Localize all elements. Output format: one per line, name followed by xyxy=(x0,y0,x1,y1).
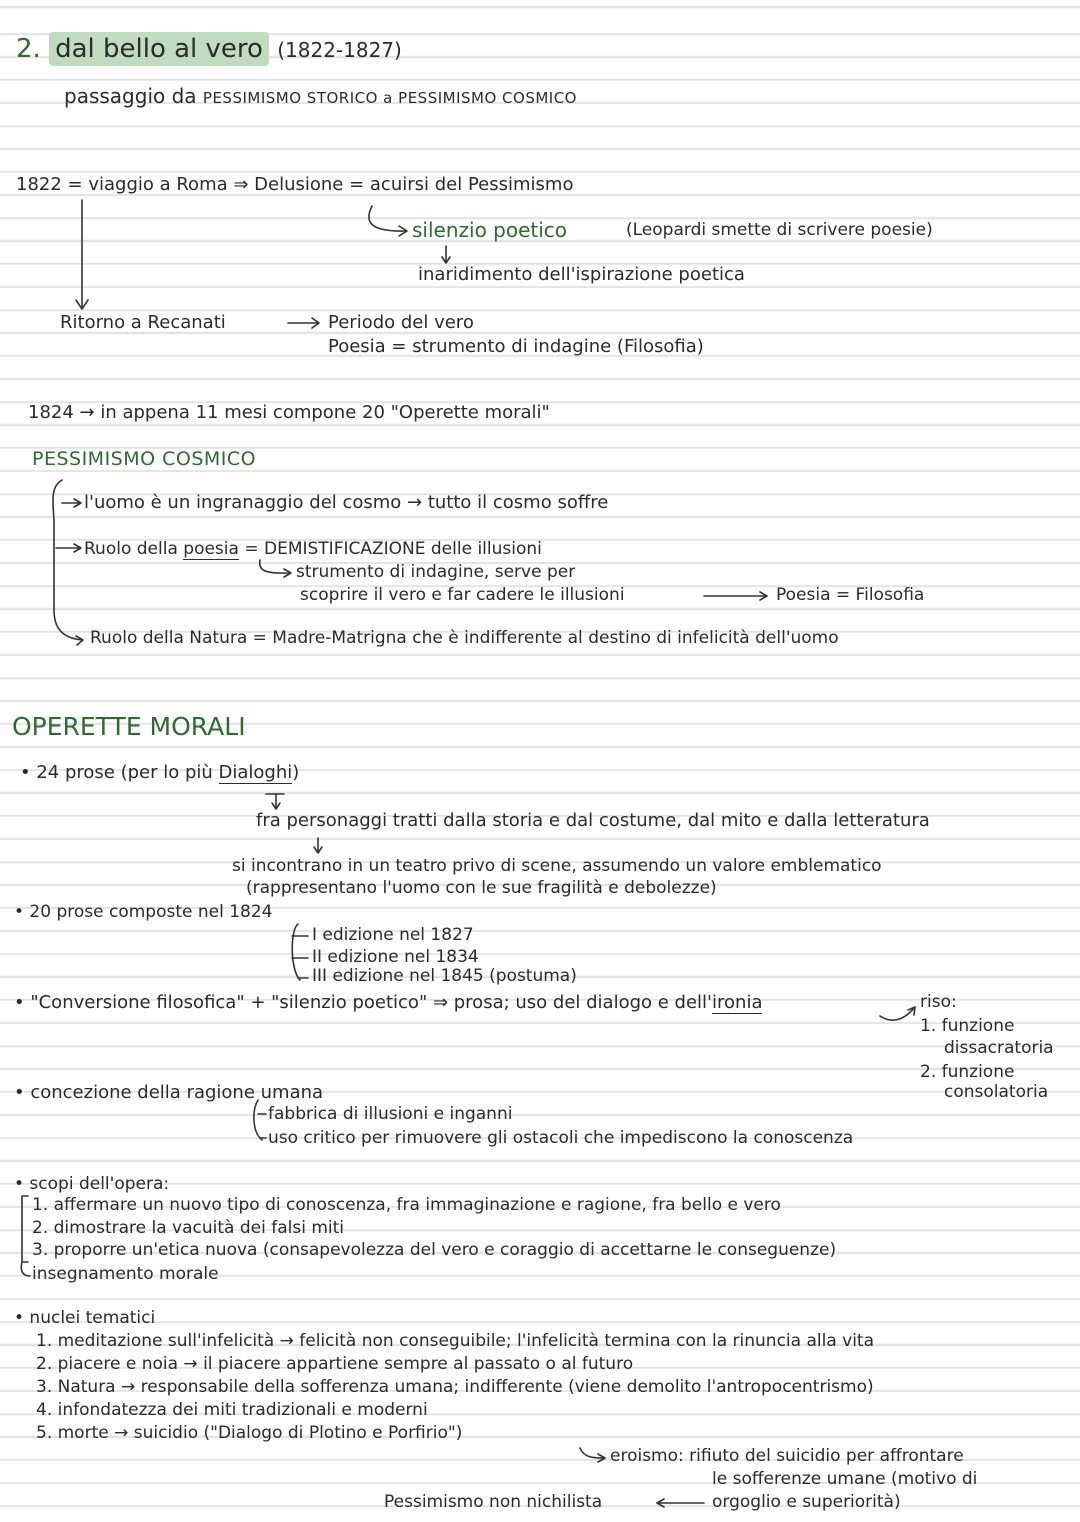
nucleo-1: 1. meditazione sull'infelicità → felicità non conseguibile; l'infelicità termina con la rinuncia alla vita xyxy=(36,1331,875,1351)
subtitle-prefix: passaggio da xyxy=(64,84,197,108)
arrow-poesia-hook xyxy=(260,560,290,573)
inaridimento: inaridimento dell'ispirazione poetica xyxy=(418,264,745,285)
nucleo-4: 4. infondatezza dei miti tradizionali e moderni xyxy=(36,1400,428,1420)
ragione-bracket xyxy=(254,1100,262,1140)
eroismo-1: eroismo: rifiuto del suicidio per affrontare xyxy=(610,1446,964,1466)
scopo-3: 3. proporre un'etica nuova (consapevolezza del vero e coraggio di accettarne le conseguenze) xyxy=(32,1240,837,1260)
prose-c: ) xyxy=(292,762,300,783)
ruolo-poesia-b: poesia xyxy=(183,539,239,559)
fabbrica-illusioni: fabbrica di illusioni e inganni xyxy=(268,1104,513,1124)
poesia-strumento: Poesia = strumento di indagine (Filosofia) xyxy=(328,336,704,357)
periodo-vero: Periodo del vero xyxy=(328,312,474,333)
scopi-opera: • scopi dell'opera: xyxy=(14,1174,170,1194)
incontrano: si incontrano in un teatro privo di scene, assumendo un valore emblematico xyxy=(232,856,882,876)
scopo-2: 2. dimostrare la vacuità dei falsi miti xyxy=(32,1218,345,1238)
prose-a: • 24 prose (per lo più xyxy=(20,762,213,783)
concezione-ragione: • concezione della ragione umana xyxy=(14,1082,324,1103)
funzione-2b: consolatoria xyxy=(944,1082,1049,1102)
ritorno-recanati: Ritorno a Recanati xyxy=(60,312,226,333)
edizione-1: I edizione nel 1827 xyxy=(312,925,474,945)
rappresentano: (rappresentano l'uomo con le sue fragilità e debolezze) xyxy=(246,878,717,898)
conversione-a: • "Conversione filosofica" + "silenzio poetico" ⇒ prosa; uso del dialogo e dell' xyxy=(14,992,713,1013)
funzione-1b: dissacratoria xyxy=(944,1038,1054,1058)
scopo-1: 1. affermare un nuovo tipo di conoscenza, fra immaginazione e ragione, fra bello e vero xyxy=(32,1195,781,1215)
pessimismo-non-nichilista: Pessimismo non nichilista xyxy=(384,1492,603,1512)
ruolo-poesia-a: Ruolo della xyxy=(84,539,178,559)
prose-b: Dialoghi xyxy=(218,762,293,783)
riso: riso: xyxy=(920,992,957,1012)
personaggi: fra personaggi tratti dalla storia e dal costume, dal mito e dalla letteratura xyxy=(256,810,930,831)
silenzio-poetico: silenzio poetico xyxy=(412,218,568,242)
uomo-ingranaggio: l'uomo è un ingranaggio del cosmo → tutto il cosmo soffre xyxy=(84,492,609,513)
ruolo-poesia-c: = DEMISTIFICAZIONE delle illusioni xyxy=(244,539,542,559)
arrow-dialoghi-down xyxy=(266,794,284,808)
edition-bracket xyxy=(292,924,300,980)
ruolo-natura: Ruolo della Natura = Madre-Matrigna che è indifferente al destino di infelicità dell'uomo xyxy=(90,628,839,648)
subtitle-caps: PESSIMISMO STORICO a PESSIMISMO COSMICO xyxy=(202,89,577,107)
section-title-text: dal bello al vero xyxy=(49,32,269,66)
strumento-indagine: strumento di indagine, serve per xyxy=(296,562,576,582)
section-years: (1822-1827) xyxy=(277,38,402,62)
funzione-1a: 1. funzione xyxy=(920,1016,1015,1036)
pessimismo-heading: PESSIMISMO COSMICO xyxy=(32,448,257,470)
poesia-filosofia: Poesia = Filosofia xyxy=(776,585,925,605)
venti-prose: • 20 prose composte nel 1824 xyxy=(14,902,273,922)
conversione-b: ironia xyxy=(712,992,763,1013)
scopi-bracket xyxy=(21,1196,30,1276)
nuclei-tematici: • nuclei tematici xyxy=(14,1308,156,1328)
edizione-2: II edizione nel 1834 xyxy=(312,947,479,967)
nucleo-2: 2. piacere e noia → il piacere appartiene sempre al passato o al futuro xyxy=(36,1354,634,1374)
arrow-suicidio-eroismo xyxy=(580,1448,604,1458)
scoprire-vero: scoprire il vero e far cadere le illusioni xyxy=(300,585,625,605)
insegnamento-morale: insegnamento morale xyxy=(32,1264,219,1284)
eroismo-2: le sofferenze umane (motivo di xyxy=(712,1469,978,1489)
nucleo-5: 5. morte → suicidio ("Dialogo di Plotino e Porfirio") xyxy=(36,1423,463,1443)
line-1824: 1824 → in appena 11 mesi compone 20 "Operette morali" xyxy=(28,402,550,423)
funzione-2a: 2. funzione xyxy=(920,1062,1015,1082)
edizione-3: III edizione nel 1845 (postuma) xyxy=(312,966,577,986)
uso-critico: uso critico per rimuovere gli ostacoli che impediscono la conoscenza xyxy=(268,1128,854,1148)
eroismo-3: orgoglio e superiorità) xyxy=(712,1492,901,1512)
operette-heading: OPERETTE MORALI xyxy=(12,712,246,741)
line-1822: 1822 = viaggio a Roma ⇒ Delusione = acuirsi del Pessimismo xyxy=(16,174,574,195)
nucleo-3: 3. Natura → responsabile della sofferenza umana; indifferente (viene demolito l'antropocentrismo) xyxy=(36,1377,874,1397)
section-number: 2. xyxy=(16,34,41,64)
silenzio-note: (Leopardi smette di scrivere poesie) xyxy=(626,220,933,240)
